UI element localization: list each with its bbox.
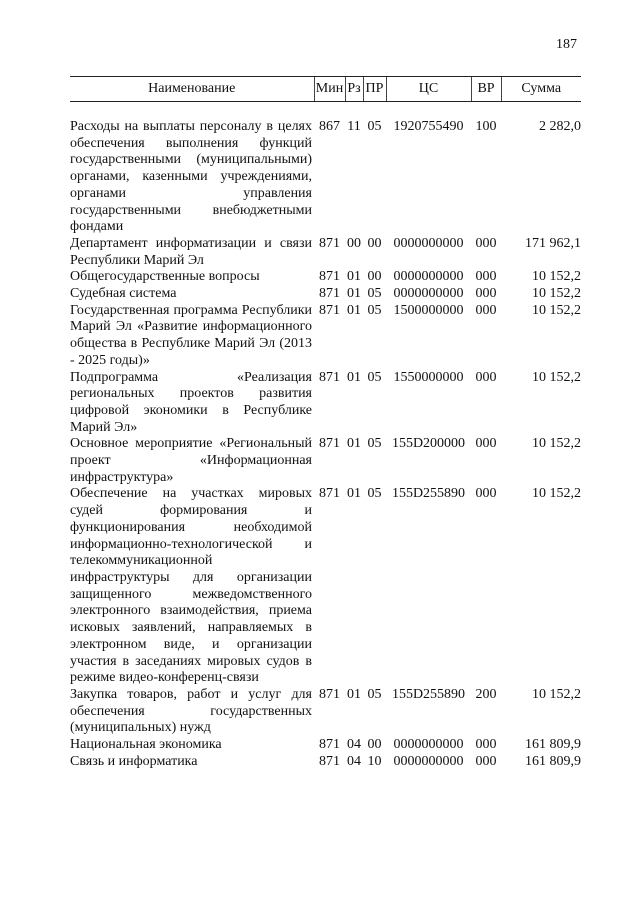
cell-sum: 10 152,2 — [532, 486, 581, 502]
table-body — [70, 102, 581, 771]
table-row — [70, 436, 581, 486]
cell-pr: 05 — [367, 369, 382, 385]
header-vr: ВР — [471, 77, 501, 102]
table-row — [70, 303, 581, 370]
cell-vr: 000 — [475, 436, 497, 452]
cell-rz: 01 — [347, 269, 361, 285]
table-row — [70, 286, 581, 303]
header-cs: ЦС — [386, 77, 471, 102]
cell-sum: 2 282,0 — [539, 119, 581, 134]
cell-name: Подпрограмма «Реализация региональных проектов развития цифровой экономики в Республике Марий Эл» — [70, 369, 312, 435]
cell-name: Закупка товаров, работ и услуг для обеспечения государственных (муниципальных) нужд — [70, 686, 312, 736]
cell-sum: 10 152,2 — [532, 302, 581, 318]
cell-cs: 1920755490 — [393, 119, 464, 134]
cell-cs: 155D255890 — [391, 486, 466, 502]
cell-pr: 10 — [367, 753, 382, 769]
budget-table — [70, 76, 581, 770]
cell-min: 871 — [319, 269, 340, 285]
cell-rz: 01 — [347, 369, 361, 385]
cell-pr: 05 — [367, 486, 382, 502]
cell-cs: 0000000000 — [393, 737, 464, 753]
cell-sum: 10 152,2 — [532, 269, 581, 285]
cell-name: Обеспечение на участках мировых судей формирования и функционирования необходимой информационно-технологической и телекоммуникационной инфраструктуры для организации защищенного межведомственного электронного взаимодействия, приема исковых заявлений, направляемых в электронном виде, и организации участия в заседаниях мировых судов в режиме видео-конференц-связи — [70, 486, 312, 686]
cell-sum: 171 962,1 — [525, 235, 581, 251]
cell-rz: 04 — [347, 753, 361, 769]
cell-min: 871 — [319, 286, 340, 302]
cell-cs: 0000000000 — [393, 269, 464, 285]
cell-rz: 01 — [347, 286, 361, 302]
header-sum: Сумма — [501, 77, 581, 102]
cell-vr: 000 — [475, 486, 497, 502]
cell-name: Расходы на выплаты персоналу в целях обеспечения выполнения функций государственными (муниципальными) органами, казенными учреждениями, органами управления государственными внебюджетными фондами — [70, 119, 312, 235]
table-row — [70, 119, 581, 236]
table-row — [70, 486, 581, 686]
cell-min: 867 — [319, 119, 340, 134]
table-header-row — [70, 77, 581, 102]
cell-pr: 05 — [367, 286, 382, 302]
cell-min: 871 — [319, 235, 340, 251]
cell-sum: 161 809,9 — [525, 753, 581, 769]
cell-name: Национальная экономика — [70, 737, 222, 753]
cell-min: 871 — [319, 686, 340, 702]
cell-sum: 10 152,2 — [532, 436, 581, 452]
cell-cs: 0000000000 — [393, 235, 464, 251]
cell-sum: 10 152,2 — [532, 286, 581, 302]
cell-vr: 200 — [475, 686, 497, 702]
cell-vr: 000 — [475, 302, 497, 318]
cell-rz: 01 — [347, 486, 361, 502]
cell-vr: 000 — [475, 753, 497, 769]
cell-name: Департамент информатизации и связи Республики Марий Эл — [70, 235, 312, 268]
cell-cs: 155D200000 — [391, 436, 466, 452]
cell-rz: 01 — [347, 686, 361, 702]
table-row — [70, 236, 581, 269]
cell-sum: 10 152,2 — [532, 369, 581, 385]
cell-pr: 05 — [367, 686, 382, 702]
table-row — [70, 269, 581, 286]
cell-rz: 01 — [347, 302, 361, 318]
cell-min: 871 — [319, 436, 340, 452]
cell-vr: 000 — [475, 235, 497, 251]
cell-pr: 00 — [367, 737, 382, 753]
cell-vr: 000 — [475, 369, 497, 385]
header-pr: ПР — [363, 77, 386, 102]
cell-min: 871 — [319, 486, 340, 502]
cell-vr: 000 — [475, 737, 497, 753]
cell-min: 871 — [319, 302, 340, 318]
cell-pr: 00 — [367, 235, 382, 251]
cell-sum: 10 152,2 — [532, 686, 581, 702]
cell-min: 871 — [319, 369, 340, 385]
cell-name: Основное мероприятие «Региональный проект «Информационная инфраструктура» — [70, 436, 312, 485]
cell-min: 871 — [319, 753, 340, 769]
cell-name: Государственная программа Республики Марий Эл «Развитие информационного общества в Республике Марий Эл (2013 - 2025 годы)» — [70, 302, 312, 368]
cell-pr: 05 — [367, 302, 382, 318]
cell-name: Связь и информатика — [70, 753, 198, 769]
header-spacer — [70, 102, 581, 120]
cell-sum: 161 809,9 — [525, 737, 581, 753]
table-row — [70, 370, 581, 437]
header-name: Наименование — [70, 77, 314, 102]
cell-pr: 05 — [367, 119, 382, 134]
table-row — [70, 754, 581, 771]
cell-min: 871 — [319, 737, 340, 753]
cell-cs: 155D255890 — [391, 686, 466, 702]
table-row — [70, 687, 581, 737]
header-rz: Рз — [345, 77, 363, 102]
cell-cs: 0000000000 — [393, 286, 464, 302]
cell-pr: 05 — [367, 436, 382, 452]
cell-rz: 11 — [347, 119, 361, 134]
cell-cs: 1550000000 — [393, 369, 464, 385]
cell-cs: 1500000000 — [393, 302, 464, 318]
header-min: Мин — [314, 77, 345, 102]
cell-name: Общегосударственные вопросы — [70, 269, 260, 285]
page-number: 187 — [556, 37, 577, 52]
cell-pr: 00 — [367, 269, 382, 285]
cell-rz: 04 — [347, 737, 361, 753]
cell-vr: 000 — [475, 269, 497, 285]
cell-vr: 000 — [475, 286, 497, 302]
cell-name: Судебная система — [70, 286, 177, 302]
cell-rz: 00 — [347, 235, 361, 251]
cell-cs: 0000000000 — [393, 753, 464, 769]
cell-rz: 01 — [347, 436, 361, 452]
cell-vr: 100 — [475, 119, 497, 134]
table-row — [70, 737, 581, 754]
